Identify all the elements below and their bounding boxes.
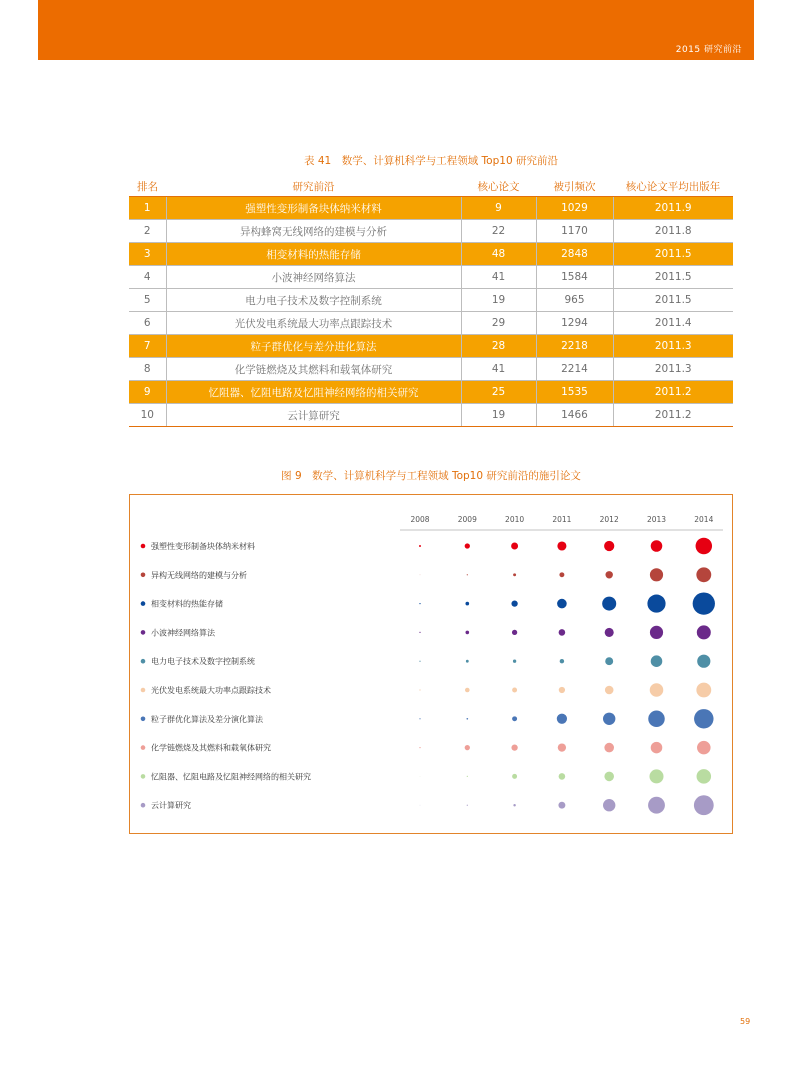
bubble-mark bbox=[511, 744, 517, 750]
cell-rank: 4 bbox=[129, 266, 166, 289]
cell-core: 41 bbox=[461, 358, 536, 381]
bubble-mark bbox=[467, 776, 468, 777]
bubble-mark bbox=[557, 599, 567, 609]
column-header-rank: 排名 bbox=[129, 176, 166, 197]
table-caption: 表 41 数学、计算机科学与工程领域 Top10 研究前沿 bbox=[304, 155, 558, 167]
cell-core: 19 bbox=[461, 404, 536, 427]
bubble-mark bbox=[649, 769, 663, 783]
table-row bbox=[129, 243, 733, 266]
bubble-mark bbox=[693, 592, 715, 614]
legend-label: 化学链燃烧及其燃料和载氧体研究 bbox=[151, 743, 271, 753]
legend-label: 小波神经网络算法 bbox=[151, 628, 215, 638]
bubble-mark bbox=[513, 573, 516, 576]
column-header-year: 核心论文平均出版年 bbox=[613, 176, 733, 197]
bubble-mark bbox=[603, 799, 615, 811]
cell-cites: 2218 bbox=[536, 335, 613, 358]
legend-swatch bbox=[141, 688, 146, 693]
bubble-mark bbox=[420, 805, 421, 806]
bubble-mark bbox=[559, 629, 566, 636]
bubble-mark bbox=[604, 772, 614, 782]
bubble-mark bbox=[419, 689, 420, 690]
bubble-mark bbox=[511, 600, 517, 606]
cell-front: 强塑性变形制备块体纳米材料 bbox=[166, 197, 461, 220]
bubble-mark bbox=[697, 741, 711, 755]
bubble-mark bbox=[465, 631, 469, 635]
bubble-mark bbox=[648, 711, 665, 728]
bubble-mark bbox=[696, 683, 711, 698]
cell-core: 29 bbox=[461, 312, 536, 335]
legend-label: 强塑性变形制备块体纳米材料 bbox=[151, 542, 255, 551]
legend-swatch bbox=[141, 573, 146, 578]
legend-swatch bbox=[141, 544, 146, 549]
legend-label: 电力电子技术及数字控制系统 bbox=[151, 657, 255, 667]
table-header-row bbox=[129, 176, 733, 197]
column-header-core: 核心论文 bbox=[461, 176, 536, 197]
cell-core: 48 bbox=[461, 243, 536, 266]
cell-cites: 965 bbox=[536, 289, 613, 312]
legend-label: 云计算研究 bbox=[151, 801, 191, 811]
bubble-mark bbox=[512, 774, 517, 779]
bubble-mark bbox=[604, 541, 614, 551]
cell-cites: 1170 bbox=[536, 220, 613, 243]
bubble-mark bbox=[650, 683, 664, 697]
year-tick-label: 2014 bbox=[694, 515, 714, 524]
cell-cites: 1535 bbox=[536, 381, 613, 404]
bubble-mark bbox=[512, 630, 517, 635]
cell-year: 2011.2 bbox=[613, 404, 733, 427]
bubble-chart bbox=[130, 495, 732, 833]
cell-front: 忆阻器、忆阻电路及忆阻神经网络的相关研究 bbox=[166, 381, 461, 404]
legend-label: 光伏发电系统最大功率点跟踪技术 bbox=[151, 686, 271, 695]
cell-rank: 2 bbox=[129, 220, 166, 243]
table-row bbox=[129, 381, 733, 404]
bubble-mark bbox=[559, 687, 565, 693]
bubble-mark bbox=[605, 571, 612, 578]
cell-year: 2011.5 bbox=[613, 243, 733, 266]
bubble-mark bbox=[647, 595, 665, 613]
cell-year: 2011.8 bbox=[613, 220, 733, 243]
bubble-mark bbox=[512, 716, 517, 721]
figure-box bbox=[129, 494, 733, 834]
cell-rank: 7 bbox=[129, 335, 166, 358]
bubble-mark bbox=[651, 655, 663, 667]
running-title: 2015 研究前沿 bbox=[675, 45, 742, 55]
bubble-mark bbox=[605, 686, 614, 695]
legend-swatch bbox=[141, 745, 146, 750]
cell-rank: 6 bbox=[129, 312, 166, 335]
legend-label: 忆阻器、忆阻电路及忆阻神经网络的相关研究 bbox=[151, 772, 311, 782]
cell-rank: 1 bbox=[129, 197, 166, 220]
legend-label: 相变材料的热能存储 bbox=[151, 599, 223, 609]
bubble-mark bbox=[650, 626, 663, 639]
bubble-mark bbox=[420, 574, 421, 575]
cell-cites: 2848 bbox=[536, 243, 613, 266]
bubble-mark bbox=[558, 743, 566, 751]
bubble-mark bbox=[465, 543, 470, 548]
bubble-mark bbox=[694, 795, 714, 815]
bubble-mark bbox=[694, 709, 713, 728]
legend-swatch bbox=[141, 803, 146, 808]
cell-cites: 2214 bbox=[536, 358, 613, 381]
bubble-mark bbox=[603, 713, 615, 725]
cell-front: 粒子群优化与差分进化算法 bbox=[166, 335, 461, 358]
page-number: 59 bbox=[740, 1017, 751, 1026]
bubble-mark bbox=[557, 541, 566, 550]
table-row bbox=[129, 220, 733, 243]
bubble-mark bbox=[419, 661, 420, 662]
bubble-mark bbox=[419, 718, 420, 719]
year-tick-label: 2010 bbox=[505, 515, 525, 524]
bubble-mark bbox=[651, 742, 663, 754]
cell-core: 22 bbox=[461, 220, 536, 243]
cell-core: 9 bbox=[461, 197, 536, 220]
figure-caption: 图 9 数学、计算机科学与工程领域 Top10 研究前沿的施引论文 bbox=[281, 470, 581, 482]
cell-cites: 1466 bbox=[536, 404, 613, 427]
bubble-mark bbox=[513, 804, 515, 806]
table-row bbox=[129, 358, 733, 381]
cell-rank: 8 bbox=[129, 358, 166, 381]
bubble-mark bbox=[697, 655, 710, 668]
bubble-mark bbox=[604, 743, 614, 753]
table-row bbox=[129, 335, 733, 358]
column-header-front: 研究前沿 bbox=[166, 176, 461, 197]
cell-front: 云计算研究 bbox=[166, 404, 461, 427]
table-row bbox=[129, 404, 733, 427]
bubble-mark bbox=[512, 688, 517, 693]
table-row bbox=[129, 266, 733, 289]
cell-core: 25 bbox=[461, 381, 536, 404]
cell-year: 2011.9 bbox=[613, 197, 733, 220]
bubble-mark bbox=[465, 688, 470, 693]
bubble-mark bbox=[419, 747, 420, 748]
bubble-mark bbox=[466, 718, 468, 720]
cell-front: 化学链燃烧及其燃料和载氧体研究 bbox=[166, 358, 461, 381]
cell-cites: 1294 bbox=[536, 312, 613, 335]
bubble-mark bbox=[511, 543, 518, 550]
table-row bbox=[129, 289, 733, 312]
bubble-mark bbox=[697, 769, 712, 784]
bubble-mark bbox=[466, 660, 469, 663]
cell-rank: 10 bbox=[129, 404, 166, 427]
cell-year: 2011.5 bbox=[613, 266, 733, 289]
bubble-mark bbox=[559, 773, 566, 780]
bubble-mark bbox=[559, 572, 564, 577]
bubble-mark bbox=[650, 568, 663, 581]
cell-front: 异构蜂窝无线网络的建模与分析 bbox=[166, 220, 461, 243]
cell-cites: 1584 bbox=[536, 266, 613, 289]
column-header-cites: 被引频次 bbox=[536, 176, 613, 197]
legend-swatch bbox=[141, 717, 146, 722]
bubble-mark bbox=[558, 802, 565, 809]
cell-rank: 5 bbox=[129, 289, 166, 312]
bubble-mark bbox=[419, 603, 420, 604]
bubble-mark bbox=[467, 805, 468, 806]
bubble-mark bbox=[465, 602, 469, 606]
bubble-mark bbox=[651, 540, 663, 552]
research-fronts-table bbox=[129, 176, 733, 427]
cell-year: 2011.3 bbox=[613, 335, 733, 358]
legend-swatch bbox=[141, 630, 146, 635]
year-tick-label: 2009 bbox=[457, 515, 477, 524]
cell-cites: 1029 bbox=[536, 197, 613, 220]
bubble-mark bbox=[419, 632, 420, 633]
bubble-mark bbox=[465, 745, 470, 750]
bubble-mark bbox=[560, 659, 564, 663]
year-tick-label: 2013 bbox=[646, 515, 667, 524]
year-tick-label: 2012 bbox=[599, 515, 619, 524]
cell-rank: 9 bbox=[129, 381, 166, 404]
bubble-mark bbox=[696, 538, 713, 555]
cell-front: 光伏发电系统最大功率点跟踪技术 bbox=[166, 312, 461, 335]
bubble-mark bbox=[420, 776, 421, 777]
cell-front: 相变材料的热能存储 bbox=[166, 243, 461, 266]
legend-swatch bbox=[141, 659, 146, 664]
table-row bbox=[129, 197, 733, 220]
bubble-mark bbox=[605, 628, 614, 637]
table-row bbox=[129, 312, 733, 335]
bubble-mark bbox=[696, 567, 711, 582]
cell-front: 小波神经网络算法 bbox=[166, 266, 461, 289]
cell-year: 2011.2 bbox=[613, 381, 733, 404]
legend-label: 粒子群优化算法及差分演化算法 bbox=[151, 714, 263, 724]
bubble-mark bbox=[605, 657, 613, 665]
legend-swatch bbox=[141, 774, 146, 779]
bubble-mark bbox=[467, 574, 468, 575]
cell-year: 2011.3 bbox=[613, 358, 733, 381]
header-bar bbox=[38, 0, 754, 60]
cell-core: 41 bbox=[461, 266, 536, 289]
year-tick-label: 2011 bbox=[552, 515, 572, 524]
cell-year: 2011.4 bbox=[613, 312, 733, 335]
bubble-mark bbox=[697, 625, 711, 639]
bubble-mark bbox=[648, 797, 665, 814]
bubble-mark bbox=[419, 545, 421, 547]
bubble-mark bbox=[557, 714, 567, 724]
bubble-mark bbox=[513, 660, 516, 663]
cell-front: 电力电子技术及数字控制系统 bbox=[166, 289, 461, 312]
legend-swatch bbox=[141, 601, 146, 606]
bubble-mark bbox=[602, 597, 616, 611]
cell-year: 2011.5 bbox=[613, 289, 733, 312]
cell-core: 28 bbox=[461, 335, 536, 358]
cell-core: 19 bbox=[461, 289, 536, 312]
legend-label: 异构无线网络的建模与分析 bbox=[151, 570, 247, 580]
cell-rank: 3 bbox=[129, 243, 166, 266]
year-tick-label: 2008 bbox=[410, 515, 430, 524]
